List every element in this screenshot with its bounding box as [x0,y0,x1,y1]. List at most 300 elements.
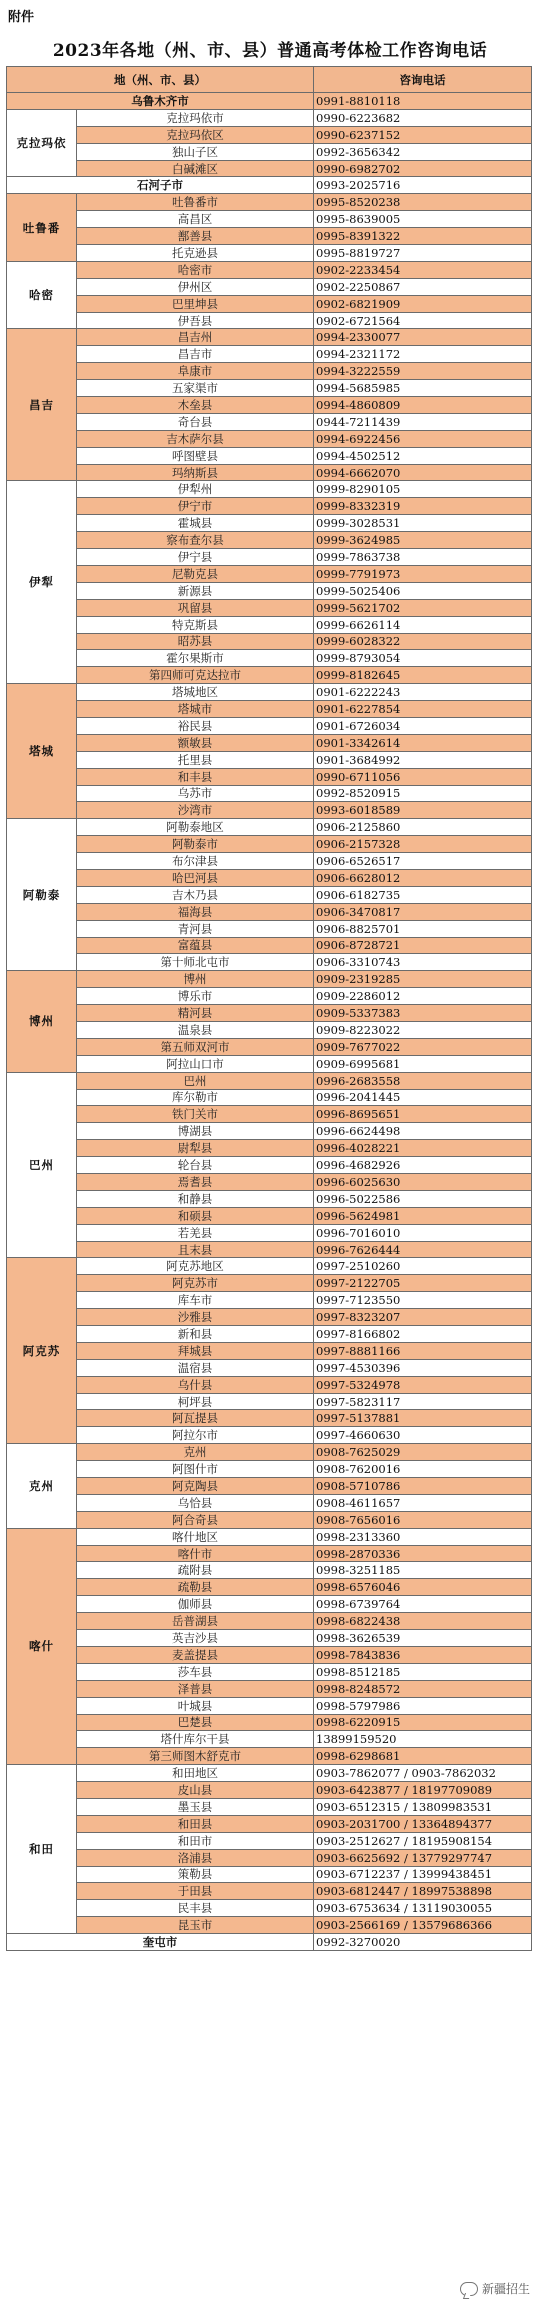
phone-number: 0906-2157328 [314,836,532,853]
county-name: 昌吉州 [77,329,314,346]
county-name: 伽师县 [77,1596,314,1613]
table-row [7,481,532,498]
phone-number: 0998-6576046 [314,1579,532,1596]
table-row [7,312,532,329]
phone-number: 0994-4860809 [314,397,532,414]
table-row [7,549,532,566]
table-row [7,143,532,160]
phone-number: 0908-7625029 [314,1444,532,1461]
county-name: 阜康市 [77,363,314,380]
region-name: 塔城 [7,684,77,819]
phone-number: 0994-5685985 [314,380,532,397]
county-name: 博乐市 [77,988,314,1005]
phone-number: 0997-2510260 [314,1258,532,1275]
table-row [7,1866,532,1883]
county-name: 于田县 [77,1883,314,1900]
table-row [7,1326,532,1343]
county-name: 霍城县 [77,515,314,532]
county-name: 库车市 [77,1292,314,1309]
table-row [7,650,532,667]
county-name: 铁门关市 [77,1106,314,1123]
county-name: 乌恰县 [77,1494,314,1511]
county-name: 克州 [77,1444,314,1461]
county-name: 昌吉市 [77,346,314,363]
county-name: 伊州区 [77,278,314,295]
table-row [7,1613,532,1630]
phone-number: 0908-7656016 [314,1511,532,1528]
region-name: 吐鲁番 [7,194,77,262]
table-row [7,1782,532,1799]
table-row [7,819,532,836]
table-row [7,413,532,430]
table-row [7,836,532,853]
region-name: 阿勒泰 [7,819,77,971]
county-name: 第三师图木舒克市 [77,1748,314,1765]
phone-number: 0998-6739764 [314,1596,532,1613]
table-row [7,988,532,1005]
phone-number: 13899159520 [314,1731,532,1748]
phone-number: 0990-6711056 [314,768,532,785]
table-row [7,1376,532,1393]
table-row [7,1478,532,1495]
phone-number: 0999-8182645 [314,667,532,684]
county-name: 阿瓦提县 [77,1410,314,1427]
phone-number: 0994-6922456 [314,430,532,447]
table-row [7,1393,532,1410]
city-name: 奎屯市 [7,1934,314,1951]
table-row [7,886,532,903]
table-row [7,532,532,549]
county-name: 巴里坤县 [77,295,314,312]
county-name: 阿合奇县 [77,1511,314,1528]
phone-number: 0909-5337383 [314,1005,532,1022]
phone-number: 0903-7862077 / 0903-7862032 [314,1765,532,1782]
county-name: 轮台县 [77,1157,314,1174]
county-name: 伊宁县 [77,549,314,566]
county-name: 托里县 [77,751,314,768]
region-name: 哈密 [7,261,77,329]
phone-number: 0997-4660630 [314,1427,532,1444]
county-name: 新和县 [77,1326,314,1343]
table-row [7,1494,532,1511]
county-name: 英吉沙县 [77,1630,314,1647]
phone-number: 0995-8520238 [314,194,532,211]
table-row [7,1140,532,1157]
table-row [7,633,532,650]
county-name: 昆玉市 [77,1917,314,1934]
county-name: 尉犁县 [77,1140,314,1157]
table-row [7,599,532,616]
table-row [7,1798,532,1815]
county-name: 博州 [77,971,314,988]
phone-number: 0996-4682926 [314,1157,532,1174]
county-name: 策勒县 [77,1866,314,1883]
table-row [7,1934,532,1951]
county-name: 克拉玛依市 [77,109,314,126]
table-row [7,954,532,971]
county-name: 洛浦县 [77,1849,314,1866]
phone-number: 0999-8332319 [314,498,532,515]
table-row [7,853,532,870]
table-row [7,1258,532,1275]
phone-number: 0999-3624985 [314,532,532,549]
phone-number: 0908-5710786 [314,1478,532,1495]
table-row [7,109,532,126]
county-name: 阿图什市 [77,1461,314,1478]
county-name: 福海县 [77,903,314,920]
region-name: 喀什 [7,1528,77,1764]
county-name: 伊犁州 [77,481,314,498]
table-row [7,1562,532,1579]
county-name: 裕民县 [77,717,314,734]
table-row [7,1089,532,1106]
table-row [7,1765,532,1782]
phone-number: 0998-2313360 [314,1528,532,1545]
phone-number: 0999-5025406 [314,582,532,599]
phone-number: 0995-8391322 [314,228,532,245]
table-row [7,464,532,481]
county-name: 阿拉山口市 [77,1055,314,1072]
table-row [7,228,532,245]
county-name: 阿拉尔市 [77,1427,314,1444]
region-name: 伊犁 [7,481,77,684]
phone-number: 0903-2512627 / 18195908154 [314,1832,532,1849]
county-name: 乌苏市 [77,785,314,802]
phone-number: 0909-6995681 [314,1055,532,1072]
header-region: 地（州、市、县） [7,67,314,93]
county-name: 阿克苏市 [77,1275,314,1292]
region-name: 昌吉 [7,329,77,481]
phone-number: 0999-8290105 [314,481,532,498]
table-row [7,1832,532,1849]
county-name: 若羌县 [77,1224,314,1241]
county-name: 特克斯县 [77,616,314,633]
table-row [7,869,532,886]
table-row [7,1275,532,1292]
county-name: 皮山县 [77,1782,314,1799]
phone-number: 0996-6025630 [314,1174,532,1191]
county-name: 伊宁市 [77,498,314,515]
table-row [7,1342,532,1359]
phone-number: 0993-6018589 [314,802,532,819]
phone-number: 0999-5621702 [314,599,532,616]
county-name: 富蕴县 [77,937,314,954]
county-name: 塔什库尔干县 [77,1731,314,1748]
table-row [7,1157,532,1174]
table-row [7,802,532,819]
table-row [7,684,532,701]
region-name: 和田 [7,1765,77,1934]
phone-number: 0903-2566169 / 13579686366 [314,1917,532,1934]
county-name: 柯坪县 [77,1393,314,1410]
county-name: 木垒县 [77,397,314,414]
county-name: 吉木乃县 [77,886,314,903]
table-row [7,1021,532,1038]
phone-number: 0909-8223022 [314,1021,532,1038]
table-row [7,1359,532,1376]
table-body [7,93,532,1951]
county-name: 巴州 [77,1072,314,1089]
table-row [7,211,532,228]
county-name: 和丰县 [77,768,314,785]
phone-number: 0903-6712237 / 13999438451 [314,1866,532,1883]
county-name: 温宿县 [77,1359,314,1376]
county-name: 巴楚县 [77,1714,314,1731]
table-row [7,1596,532,1613]
county-name: 墨玉县 [77,1798,314,1815]
phone-number: 0903-6812447 / 18997538898 [314,1883,532,1900]
county-name: 和田地区 [77,1765,314,1782]
phone-number: 0993-2025716 [314,177,532,194]
phone-number: 0996-2683558 [314,1072,532,1089]
phone-number: 0903-6625692 / 13779297747 [314,1849,532,1866]
chat-bubble-icon [460,2282,478,2296]
phone-number: 0995-8819727 [314,245,532,262]
county-name: 察布查尔县 [77,532,314,549]
phone-number: 0997-8881166 [314,1342,532,1359]
phone-number: 0901-3342614 [314,734,532,751]
table-row [7,363,532,380]
county-name: 和田市 [77,1832,314,1849]
phone-number: 0903-6512315 / 13809983531 [314,1798,532,1815]
county-name: 霍尔果斯市 [77,650,314,667]
table-row [7,1663,532,1680]
phone-number: 0994-3222559 [314,363,532,380]
table-row [7,1697,532,1714]
region-name: 阿克苏 [7,1258,77,1444]
document-title: 2023年各地（州、市、县）普通高考体检工作咨询电话 [52,41,488,61]
county-name: 吉木萨尔县 [77,430,314,447]
phone-number: 0999-6028322 [314,633,532,650]
county-name: 哈密市 [77,261,314,278]
county-name: 第五师双河市 [77,1038,314,1055]
county-name: 青河县 [77,920,314,937]
phone-number: 0996-6624498 [314,1123,532,1140]
county-name: 博湖县 [77,1123,314,1140]
phone-number: 0903-2031700 / 13364894377 [314,1815,532,1832]
county-name: 阿克苏地区 [77,1258,314,1275]
phone-number: 0998-8248572 [314,1680,532,1697]
phone-number: 0902-6821909 [314,295,532,312]
phone-directory-table [6,66,532,1951]
table-row [7,1038,532,1055]
phone-number: 0901-6227854 [314,701,532,718]
county-name: 泽普县 [77,1680,314,1697]
annex-label: 附件 [8,10,35,25]
county-name: 玛纳斯县 [77,464,314,481]
table-row [7,1444,532,1461]
phone-number: 0999-7863738 [314,549,532,566]
table-row [7,93,532,110]
county-name: 叶城县 [77,1697,314,1714]
table-row [7,346,532,363]
region-name: 博州 [7,971,77,1072]
phone-number: 0998-2870336 [314,1545,532,1562]
county-name: 尼勒克县 [77,565,314,582]
table-row [7,1427,532,1444]
table-row [7,768,532,785]
county-name: 独山子区 [77,143,314,160]
table-row [7,1579,532,1596]
table-row [7,751,532,768]
table-row [7,1680,532,1697]
region-name: 巴州 [7,1072,77,1258]
county-name: 托克逊县 [77,245,314,262]
county-name: 拜城县 [77,1342,314,1359]
table-row [7,1055,532,1072]
phone-number: 0998-8512185 [314,1663,532,1680]
county-name: 喀什市 [77,1545,314,1562]
county-name: 温泉县 [77,1021,314,1038]
phone-number: 0996-5624981 [314,1207,532,1224]
county-name: 哈巴河县 [77,869,314,886]
phone-number: 0906-8825701 [314,920,532,937]
table-row [7,1241,532,1258]
county-name: 且末县 [77,1241,314,1258]
phone-number: 0903-6753634 / 13119030055 [314,1900,532,1917]
phone-number: 0992-3656342 [314,143,532,160]
phone-number: 0997-5823117 [314,1393,532,1410]
table-row [7,1292,532,1309]
phone-number: 0906-3310743 [314,954,532,971]
region-name: 克拉玛依 [7,109,77,177]
phone-number: 0996-7626444 [314,1241,532,1258]
phone-number: 0998-3251185 [314,1562,532,1579]
table-row [7,278,532,295]
county-name: 阿克陶县 [77,1478,314,1495]
county-name: 新源县 [77,582,314,599]
table-row [7,160,532,177]
county-name: 白碱滩区 [77,160,314,177]
phone-number: 0996-2041445 [314,1089,532,1106]
phone-number: 0906-6182735 [314,886,532,903]
table-row [7,380,532,397]
county-name: 第十师北屯市 [77,954,314,971]
phone-number: 0906-8728721 [314,937,532,954]
county-name: 奇台县 [77,413,314,430]
phone-number: 0901-6222243 [314,684,532,701]
county-name: 焉耆县 [77,1174,314,1191]
phone-number: 0999-3028531 [314,515,532,532]
table-row [7,667,532,684]
table-row [7,717,532,734]
phone-number: 0990-6237152 [314,126,532,143]
table-row [7,126,532,143]
county-name: 额敏县 [77,734,314,751]
phone-number: 0999-6626114 [314,616,532,633]
phone-number: 0990-6223682 [314,109,532,126]
phone-number: 0908-4611657 [314,1494,532,1511]
county-name: 疏勒县 [77,1579,314,1596]
phone-number: 0994-4502512 [314,447,532,464]
table-row [7,1410,532,1427]
table-row [7,498,532,515]
phone-number: 0997-8166802 [314,1326,532,1343]
phone-number: 0996-4028221 [314,1140,532,1157]
phone-number: 0901-3684992 [314,751,532,768]
table-row [7,701,532,718]
table-row [7,1207,532,1224]
table-row [7,1309,532,1326]
county-name: 吐鲁番市 [77,194,314,211]
county-name: 鄯善县 [77,228,314,245]
phone-number: 0997-8323207 [314,1309,532,1326]
table-row [7,1461,532,1478]
phone-number: 0996-7016010 [314,1224,532,1241]
table-row [7,971,532,988]
county-name: 阿勒泰市 [77,836,314,853]
phone-number: 0996-8695651 [314,1106,532,1123]
phone-number: 0991-8810118 [314,93,532,110]
phone-number: 0998-6822438 [314,1613,532,1630]
table-row [7,1511,532,1528]
table-row [7,920,532,937]
table-row [7,397,532,414]
phone-number: 0906-6628012 [314,869,532,886]
table-row [7,1528,532,1545]
city-name: 石河子市 [7,177,314,194]
county-name: 和静县 [77,1190,314,1207]
table-row [7,1646,532,1663]
county-name: 五家渠市 [77,380,314,397]
city-name: 乌鲁木齐市 [7,93,314,110]
county-name: 呼图壁县 [77,447,314,464]
table-row [7,1123,532,1140]
table-row [7,1005,532,1022]
phone-number: 0902-2233454 [314,261,532,278]
table-row [7,1714,532,1731]
table-row [7,1174,532,1191]
phone-number: 0998-3626539 [314,1630,532,1647]
table-row [7,1630,532,1647]
header-phone: 咨询电话 [314,67,532,93]
table-row [7,1900,532,1917]
table-row [7,194,532,211]
table-row [7,1224,532,1241]
phone-number: 0992-8520915 [314,785,532,802]
county-name: 沙雅县 [77,1309,314,1326]
phone-number: 0901-6726034 [314,717,532,734]
phone-number: 0909-7677022 [314,1038,532,1055]
table-row [7,1072,532,1089]
phone-number: 0906-3470817 [314,903,532,920]
county-name: 塔城地区 [77,684,314,701]
phone-number: 0994-2321172 [314,346,532,363]
table-row [7,261,532,278]
table-row [7,937,532,954]
table-row [7,1917,532,1934]
phone-number: 0997-4530396 [314,1359,532,1376]
county-name: 和田县 [77,1815,314,1832]
table-row [7,1815,532,1832]
county-name: 昭苏县 [77,633,314,650]
phone-number: 0992-3270020 [314,1934,532,1951]
phone-number: 0997-5324978 [314,1376,532,1393]
table-row [7,447,532,464]
county-name: 塔城市 [77,701,314,718]
table-row [7,1883,532,1900]
county-name: 高昌区 [77,211,314,228]
table-row [7,177,532,194]
phone-number: 0997-7123550 [314,1292,532,1309]
phone-number: 0903-6423877 / 18197709089 [314,1782,532,1799]
table-row [7,582,532,599]
table-row [7,903,532,920]
county-name: 库尔勒市 [77,1089,314,1106]
county-name: 麦盖提县 [77,1646,314,1663]
phone-number: 0902-2250867 [314,278,532,295]
phone-number: 0902-6721564 [314,312,532,329]
